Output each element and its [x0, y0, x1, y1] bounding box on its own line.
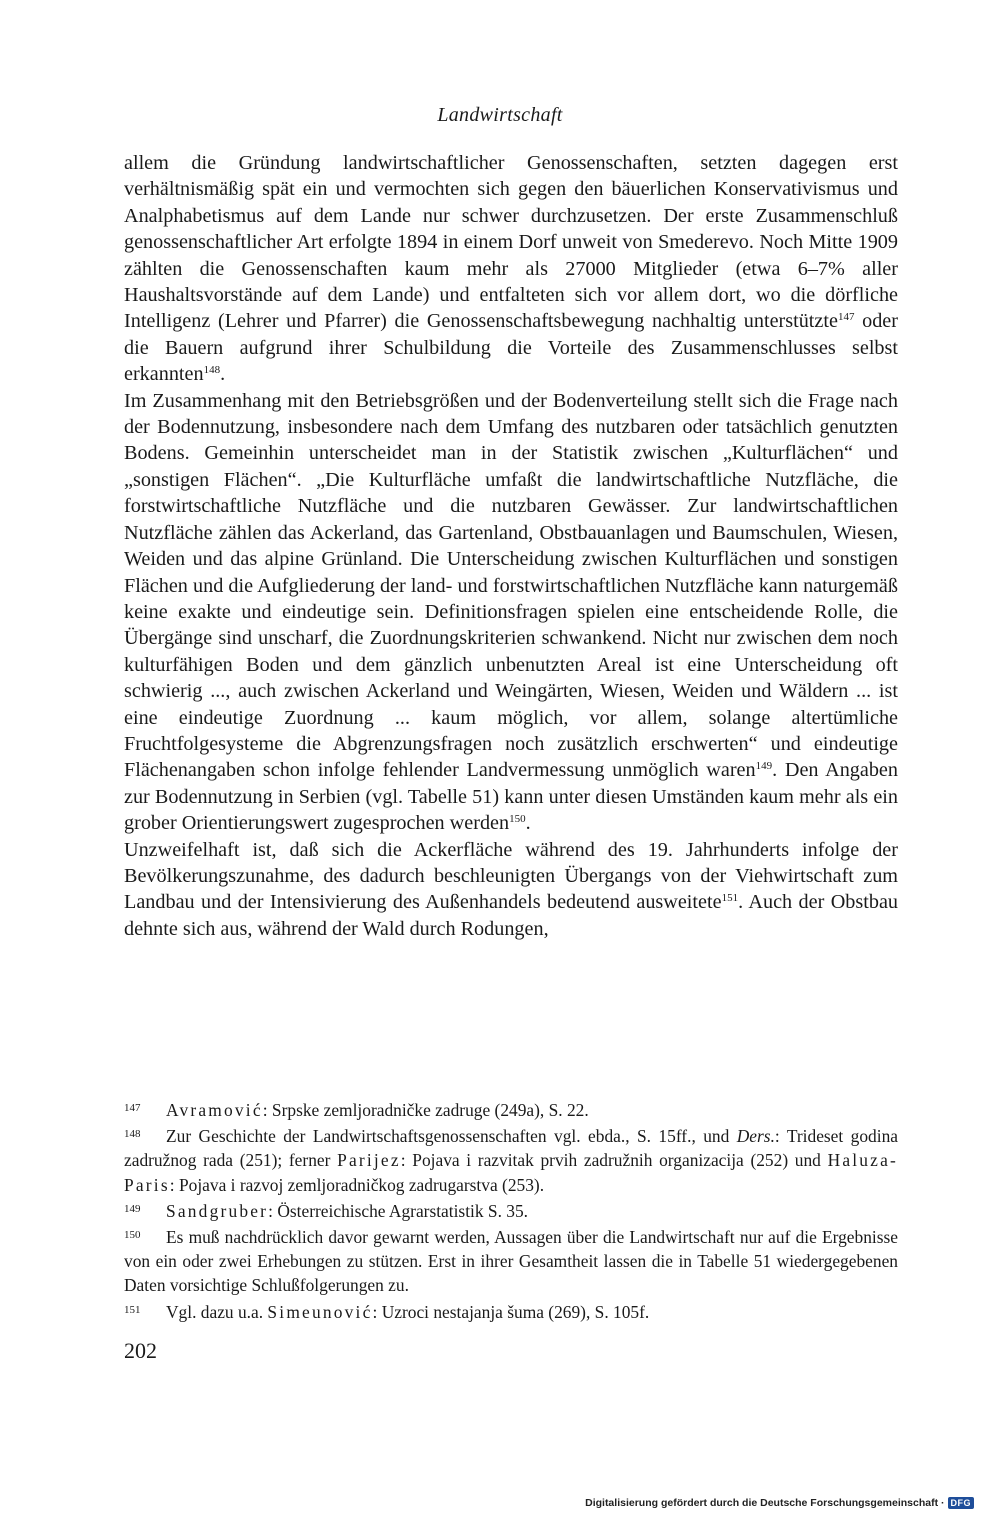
footnote-150: 150 Es muß nachdrücklich davor gewarnt werden, Aussagen über die Landwirtschaft nur auf die Ergebnisse von ein oder zwei Erhebungen zu stützen. Erst in ihrer Gesamtheit lassen die in Tabelle 51 wiedergegebenen Daten vorsichtige Schlußfolgerungen zu.	[124, 1227, 898, 1296]
dfg-logo: DFG	[948, 1497, 975, 1509]
footnote-ref-147[interactable]: 147	[837, 311, 855, 324]
body-text	[124, 150, 898, 942]
footnote-author: Simeunović	[267, 1301, 373, 1322]
footnote-author: Sandgruber	[166, 1200, 269, 1221]
footnote-ref-148[interactable]: 148	[203, 364, 221, 377]
footnotes	[124, 1096, 898, 1324]
footnote-147: 147 Avramović: Srpske zemljoradničke zadruge (249a), S. 22.	[124, 1100, 589, 1120]
running-head: Landwirtschaft	[437, 104, 563, 126]
page-number: 202	[124, 1338, 157, 1363]
digitization-notice	[585, 1497, 974, 1509]
paragraph-2: Im Zusammenhang mit den Betriebsgrößen und der Bodenverteilung stellt sich die Frage nach der Bodennutzung, insbesondere nach dem Umfang des nutzbaren oder tatsächlich genutzten Bodens. Gemeinhin unterscheidet man in der Statistik zwischen „Kulturflächen“ und „sonstigen Flächen“. „Die Kulturfläche umfaßt die landwirtschaftliche Nutzfläche, die forstwirtschaftliche Nutzfläche und die nutzbaren Gewässer. Zur landwirtschaftlichen Nutzfläche zählen das Ackerland, das Gartenland, Obstbauanlagen und Baumschulen, Wiesen, Weiden und das alpine Grünland. Die Unterscheidung zwischen Kulturflächen und sonstigen Flächen und die Aufgliederung der land- und forstwirtschaftlichen Nutzfläche kann naturgemäß keine exakte und eindeutige sein. Definitionsfragen spielen eine entscheidende Rolle, die Übergänge sind unscharf, die Zuordnungskriterien schwankend. Nicht nur zwischen dem noch kulturfähigen Boden und dem gänzlich unbenutzten Areal ist eine Unterscheidung oft schwierig ..., auch zwischen Ackerland und Weingärten, Wiesen, Weiden und Wäldern ... ist eine eindeutige Zuordnung ... kaum möglich, vor allem, solange altertümliche Fruchtfolgesysteme die Abgrenzungsfragen noch zusätzlich erschwerten“ und eindeutige Flächenangaben schon infolge fehlender Landvermessung unmöglich waren$^{149}$. Den Angaben zur Bodennutzung in Serbien (vgl. Tabelle 51) kann unter diesen Umständen kaum mehr als ein grober Orientierungswert zugesprochen werden$^{150}$.	[124, 389, 898, 835]
footnote-ref-151[interactable]: 151	[721, 892, 739, 905]
footnote-author: Avramović	[166, 1100, 263, 1120]
digitization-notice-text: Digitalisierung gefördert durch die Deutsche Forschungsgemeinschaft ·	[585, 1497, 945, 1509]
paragraph-3: Unzweifelhaft ist, daß sich die Ackerfläche während des 19. Jahrhunderts infolge der Bevölkerungszunahme, des dadurch beschleunigten Übergangs von der Viehwirtschaft zum Landbau und der Intensivierung des Außenhandels bedeutend ausweitete$^{151}$. Auch der Obstbau dehnte sich aus, während der Wald durch Rodungen,	[124, 838, 898, 940]
footnote-author: Haluza-Paris	[124, 1150, 898, 1195]
footnote-151: 151 Vgl. dazu u.a. Simeunović: Uzroci nestajanja šuma (269), S. 105f.	[124, 1301, 650, 1322]
footnote-author: Parijez	[337, 1150, 401, 1171]
footnote-148: 148 Zur Geschichte der Landwirtschaftsgenossenschaften vgl. ebda., S. 15ff., und Ders.: Trideset godina zadružnog rada (251); ferner Parijez: Pojava i razvitak prvih zadružnih organizacija (252) und Haluza-Paris: Pojava i razvoj zemljoradničkog zadrugarstva (253).	[124, 1126, 899, 1195]
footnote-ref-150[interactable]: 150	[509, 813, 526, 826]
footnote-ref-149[interactable]: 149	[755, 760, 773, 773]
paragraph-1: allem die Gründung landwirtschaftlicher Genossenschaften, setzten dagegen erst verhältnismäßig spät ein und vermochten sich gegen den bäuerlichen Konservativismus und Analphabetismus auf dem Lande nur schwer durchzusetzen. Der erste Zusammenschluß genossenschaftlicher Art erfolgte 1894 in einem Dorf unweit von Smederevo. Noch Mitte 1909 zählten die Genossenschaften kaum mehr als 27000 Mitglieder (etwa 6–7% aller Haushaltsvorstände auf dem Lande) und entfalteten sich vor allem dort, wo die dörfliche Intelligenz (Lehrer und Pfarrer) die Genossenschaftsbewegung nachhaltig unterstützte$^{147}$ oder die Bauern aufgrund ihrer Schulbildung die Vorteile des Zusammenschlusses selbst erkannten$^{148}$.	[124, 152, 898, 386]
footnote-149: 149 Sandgruber: Österreichische Agrarstatistik S. 35.	[124, 1200, 529, 1221]
footnote-ders: Ders.	[736, 1126, 775, 1147]
